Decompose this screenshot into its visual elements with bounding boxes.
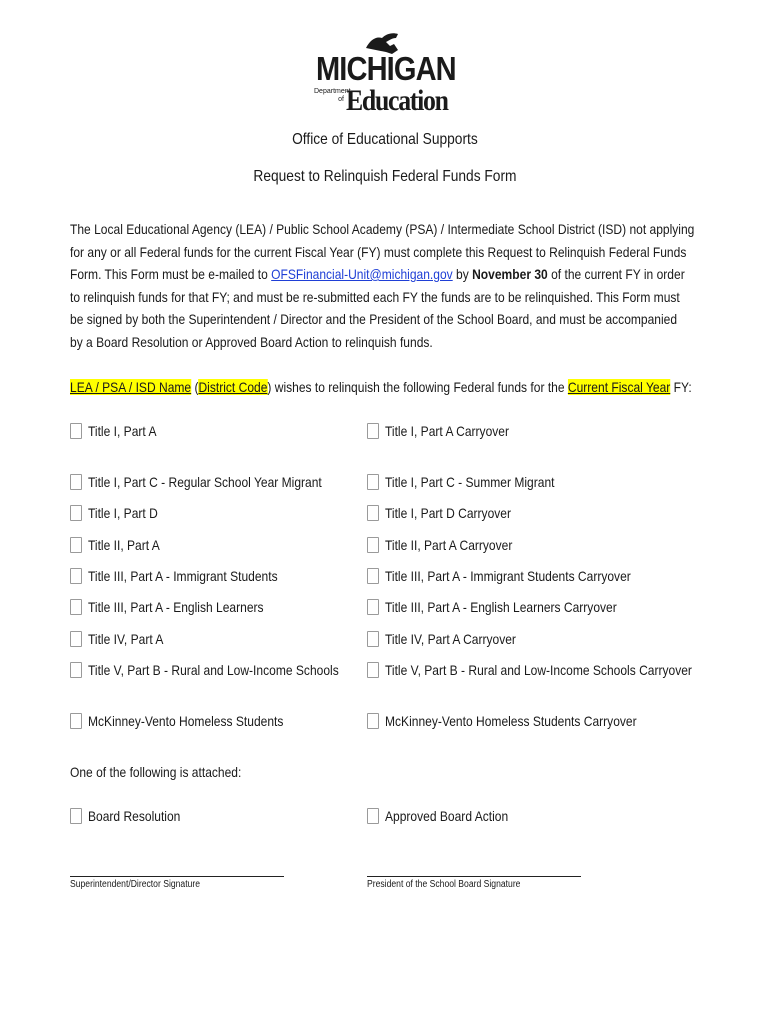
checkbox-icon[interactable] [367, 599, 379, 615]
attachment-heading: One of the following is attached: [70, 764, 242, 780]
checkbox-title-i-part-c-regular[interactable]: Title I, Part C - Regular School Year Migrant [70, 471, 360, 493]
superintendent-signature-label: Superintendent/Director Signature [70, 879, 201, 890]
checkbox-icon[interactable] [70, 568, 82, 584]
checkbox-icon[interactable] [367, 423, 379, 439]
logo-department-text: Department of [314, 88, 351, 103]
michigan-education-logo [310, 30, 460, 120]
checkbox-title-iii-immigrant-carryover[interactable]: Title III, Part A - Immigrant Students Carryover [367, 565, 671, 587]
email-link[interactable]: OFSFinancial-Unit@michigan.gov [271, 266, 453, 282]
checkbox-icon[interactable] [367, 631, 379, 647]
checkbox-icon[interactable] [70, 505, 82, 521]
checkbox-title-iv-part-a[interactable]: Title IV, Part A [70, 628, 176, 650]
checkbox-icon[interactable] [367, 568, 379, 584]
board-president-signature-label: President of the School Board Signature [367, 879, 521, 890]
logo-wordmark-bottom: Education [346, 84, 448, 117]
checkbox-icon[interactable] [367, 474, 379, 490]
checkbox-mckinney-vento-carryover[interactable]: McKinney-Vento Homeless Students Carryover [367, 710, 678, 732]
checkbox-icon[interactable] [70, 474, 82, 490]
district-code-field[interactable]: District Code [198, 379, 268, 395]
checkbox-icon[interactable] [70, 662, 82, 678]
checkbox-icon[interactable] [70, 537, 82, 553]
checkbox-title-v-part-b-carryover[interactable]: Title V, Part B - Rural and Low-Income Schools Carryover [367, 659, 742, 681]
superintendent-signature-line[interactable] [70, 876, 284, 877]
logo-wordmark-top: MICHIGAN [316, 50, 456, 87]
checkbox-title-iii-english-learners-carryover[interactable]: Title III, Part A - English Learners Carryover [367, 596, 654, 618]
lea-name-field[interactable]: LEA / PSA / ISD Name [70, 379, 192, 395]
checkbox-title-i-part-a-carryover[interactable]: Title I, Part A Carryover [367, 420, 529, 442]
checkbox-title-i-part-d[interactable]: Title I, Part D [70, 502, 169, 524]
instructions-paragraph: The Local Educational Agency (LEA) / Public School Academy (PSA) / Intermediate School District (ISD) not applying for any or all Federal funds for the current Fiscal Year (FY) must complete this Request to Relinquish Federal Funds Form. This Form must be e-mailed to OFSFinancial-Unit@michigan.gov by November 30 of the current FY in order to relinquish funds for that FY; and must be re-submitted each FY the funds are to be relinquished. This Form must be signed by both the Superintendent / Director and the President of the School Board, and must be accompanied by a Board Resolution or Approved Board Action to relinquish funds. [70, 221, 695, 350]
fiscal-year-field[interactable]: Current Fiscal Year [567, 379, 671, 395]
checkbox-icon[interactable] [367, 537, 379, 553]
checkbox-title-v-part-b[interactable]: Title V, Part B - Rural and Low-Income Schools [70, 659, 380, 681]
checkbox-icon[interactable] [70, 599, 82, 615]
checkbox-icon[interactable] [70, 713, 82, 729]
board-president-signature-line[interactable] [367, 876, 581, 877]
checkbox-title-iii-immigrant[interactable]: Title III, Part A - Immigrant Students [70, 565, 308, 587]
checkbox-icon[interactable] [70, 808, 82, 824]
checkbox-title-ii-part-a[interactable]: Title II, Part A [70, 534, 172, 556]
form-title: Request to Relinquish Federal Funds Form [253, 168, 517, 185]
deadline-text: November 30 [472, 266, 548, 282]
checkbox-board-resolution[interactable]: Board Resolution [70, 805, 195, 827]
checkbox-icon[interactable] [367, 505, 379, 521]
office-title: Office of Educational Supports [292, 131, 478, 148]
checkbox-title-i-part-a[interactable]: Title I, Part A [70, 420, 168, 442]
checkbox-icon[interactable] [70, 631, 82, 647]
checkbox-icon[interactable] [70, 423, 82, 439]
checkbox-title-i-part-c-summer[interactable]: Title I, Part C - Summer Migrant [367, 471, 582, 493]
checkbox-title-i-part-d-carryover[interactable]: Title I, Part D Carryover [367, 502, 532, 524]
checkbox-mckinney-vento[interactable]: McKinney-Vento Homeless Students [70, 710, 315, 732]
checkbox-icon[interactable] [367, 713, 379, 729]
checkbox-icon[interactable] [367, 808, 379, 824]
checkbox-title-iii-english-learners[interactable]: Title III, Part A - English Learners [70, 596, 292, 618]
checkbox-icon[interactable] [367, 662, 379, 678]
checkbox-approved-board-action[interactable]: Approved Board Action [367, 805, 528, 827]
checkbox-title-iv-part-a-carryover[interactable]: Title IV, Part A Carryover [367, 628, 537, 650]
checkbox-title-ii-part-a-carryover[interactable]: Title II, Part A Carryover [367, 534, 533, 556]
relinquish-intro: LEA / PSA / ISD Name (District Code) wishes to relinquish the following Federal funds for the Current Fiscal Year FY: [70, 379, 692, 395]
